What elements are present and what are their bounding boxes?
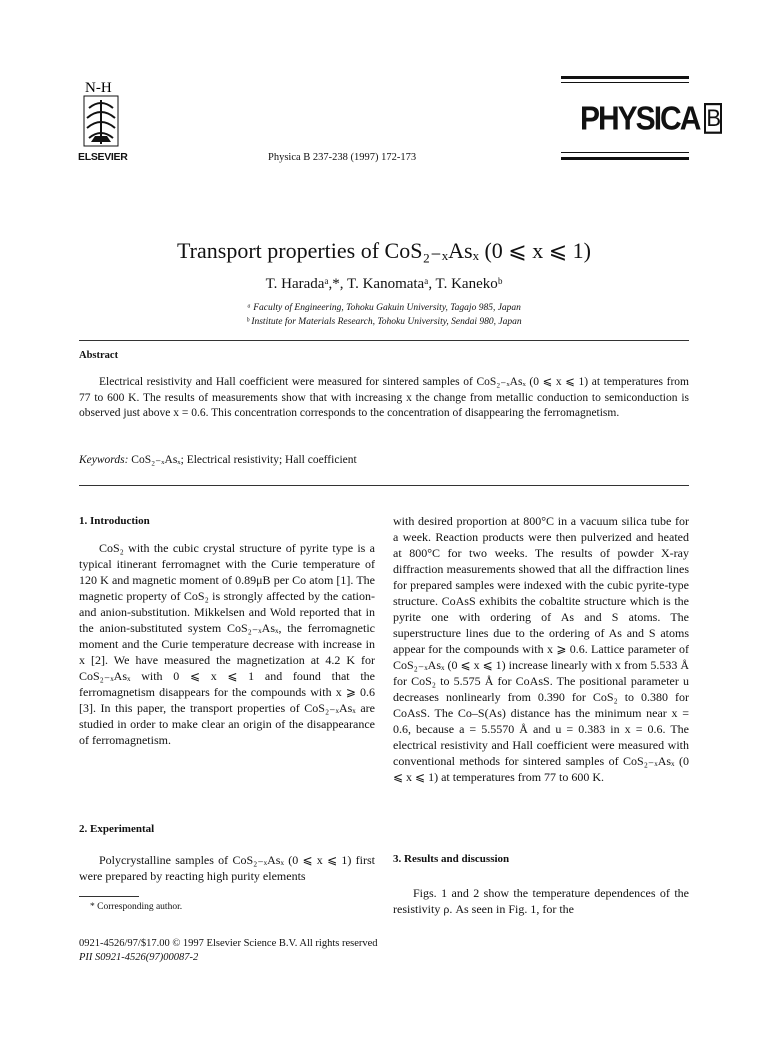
paper-authors: T. Haradaᵃ,*, T. Kanomataᵃ, T. Kanekoᵇ (265, 276, 503, 292)
journal-logo-letter: B (704, 103, 722, 134)
journal-citation: Physica B 237-238 (1997) 172-173 (268, 152, 417, 163)
affiliation-b: ᵇ Institute for Materials Research, Tohoku University, Sendai 980, Japan (246, 317, 522, 327)
section-1-body (79, 540, 375, 748)
journal-logo (580, 100, 722, 138)
paper-title: Transport properties of CoS₂₋ₓAsₓ (0 ⩽ x ⩽ 1) (177, 238, 591, 263)
affiliation-a: ᵃ Faculty of Engineering, Tohoku Gakuin University, Tagajo 985, Japan (247, 303, 521, 313)
pii-line: PII S0921-4526(97)00087-2 (79, 952, 199, 963)
header-rule-bottom (561, 157, 689, 160)
section-3-heading: 3. Results and discussion (393, 853, 510, 865)
section-1-paragraph: CoS₂ with the cubic crystal structure of pyrite type is a typical itinerant ferromagnet with the Curie temperature of 120 K and magnetic moment of 0.89μB per Co atom [1]. The magnetic property of CoS₂ is strongly affected by the cation- and anion-substitution. Mikkelsen and Wold reported that in the anion-substituted system CoS₂₋ₓAsₓ, the ferromagnetic moment and the Curie temperature decrease with increase in x [2]. We have measured the magnetization at 4.2 K for CoS₂₋ₓAsₓ with 0 ⩽ x ⩽ 1 and found that the ferromagnetism disappears for the compounds with x ⩾ 0.6 [3]. In this paper, the transport properties of CoS₂₋ₓAsₓ are studied in order to make clear an origin of the disappearance of ferromagnetism. (79, 541, 375, 747)
logo-text: N-H (85, 80, 112, 96)
section-3-paragraph: Figs. 1 and 2 show the temperature dependences of the resistivity ρ. As seen in Fig. 1, for the (393, 886, 689, 916)
footnote: * Corresponding author. (90, 902, 183, 912)
abstract-bottom-rule (79, 485, 689, 486)
section-1-heading: 1. Introduction (79, 515, 150, 527)
copyright-line: 0921-4526/97/$17.00 © 1997 Elsevier Science B.V. All rights reserved (79, 938, 378, 949)
journal-logo-text: PHYSICA (580, 100, 700, 138)
section-2-paragraph: Polycrystalline samples of CoS₂₋ₓAsₓ (0 ⩽ x ⩽ 1) first were prepared by reacting high purity elements (79, 853, 375, 883)
section-2-heading: 2. Experimental (79, 823, 155, 835)
section-3-body (393, 885, 689, 917)
abstract-text: Electrical resistivity and Hall coefficient were measured for sintered samples of CoS₂₋ₓAsₓ (0 ⩽ x ⩽ 1) at temperatures from 77 to 600 K. The results of measurements show that with increasing x the change from metallic conduction to semiconduction is observed just above x = 0.6. This concentration corresponds to the concentration of disappearing the ferromagnetism. (79, 376, 689, 419)
keywords-text: CoS₂₋ₓAsₓ; Electrical resistivity; Hall coefficient (131, 454, 357, 466)
section-2-body (79, 852, 375, 884)
header-rule-top (561, 76, 689, 79)
keywords-line (79, 452, 357, 466)
right-column-body (393, 513, 689, 785)
keywords-label: Keywords: (79, 454, 129, 466)
abstract-heading: Abstract (79, 350, 119, 361)
footnote-rule (79, 896, 139, 897)
publisher-name: ELSEVIER (78, 151, 128, 163)
experimental-continued: with desired proportion at 800°C in a vacuum silica tube for a week. Reaction products were then pulverized and heated at 800°C for two weeks. The results of powder X-ray diffraction measurements showed that all the diffraction lines for prepared samples were indexed with the cubic pyrite-type structure. CoAsS exhibits the cobaltite structure which is the pyrite one with ordering of As and S atoms. The superstructure lines due to the ordering of As and S atoms appear for the compounds with x ⩾ 0.6. Lattice parameter of CoS₂₋ₓAsₓ (0 ⩽ x ⩽ 1) increase linearly with x from 5.533 Å for CoS₂ to 5.575 Å for CoAsS. The positional parameter u decreases nonlinearly from 0.390 for CoS₂ to 0.380 for CoAsS. The Co–S(As) distance has the minimum near x = 0.6, because a = 5.5570 Å and u = 0.383 in x = 0.6. The electrical resistivity and Hall coefficient were measured with conventional methods for sintered samples of CoS₂₋ₓAsₓ (0 ⩽ x ⩽ 1) at temperatures from 77 to 600 K. (393, 514, 689, 784)
elsevier-logo (79, 78, 123, 150)
header-rule-bottom-thin (561, 152, 689, 153)
header-rule-top-thin (561, 82, 689, 83)
abstract-top-rule (79, 340, 689, 341)
